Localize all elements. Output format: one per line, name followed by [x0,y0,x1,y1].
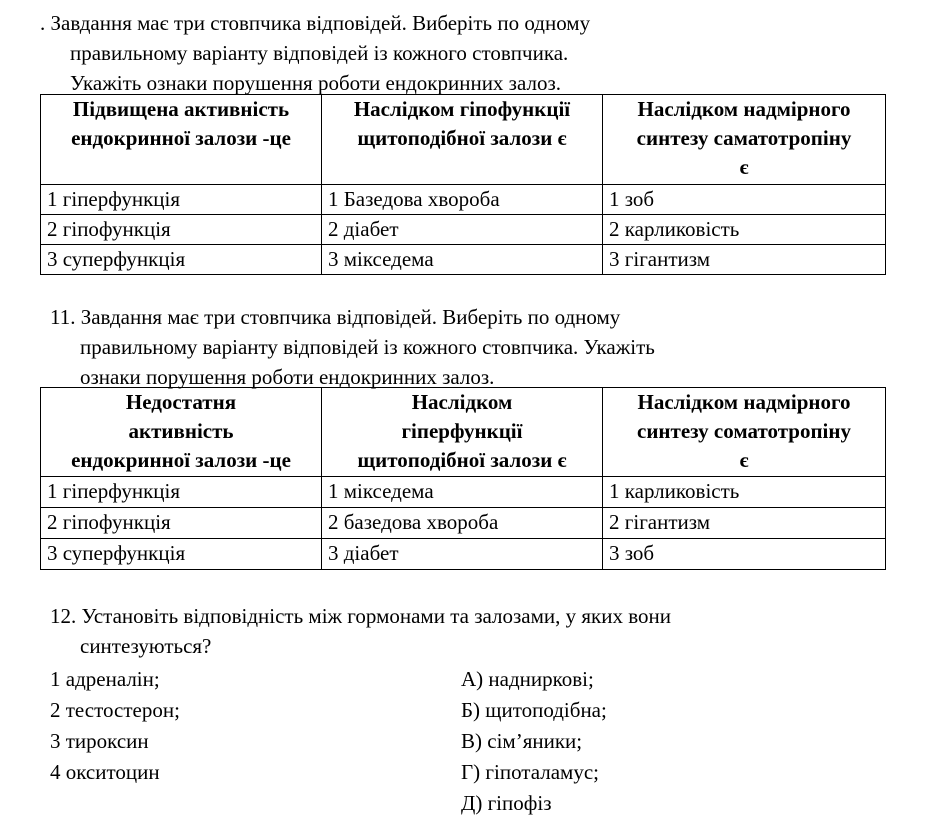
header-line: Недостатня [125,390,237,414]
header-line: ендокринної залози -це [71,126,291,150]
list-item: Б) щитоподібна; [461,698,607,722]
task-12-line-1: 12. Установіть відповідність між гормонами та залозами, у яких вони [50,604,671,628]
task-10-line-3: Укажіть ознаки порушення роботи ендокринних залоз. [70,71,562,95]
table-cell: 3 мікседема [322,245,603,275]
header-line: активність [128,419,234,443]
table-cell: 2 гіпофункція [41,508,322,539]
table-cell: 1 гіперфункція [41,185,322,215]
table-row [41,245,886,275]
list-item: 4 окситоцин [50,760,160,784]
task-11-line-3: ознаки порушення роботи ендокринних залоз. [80,365,495,389]
column-header [603,95,886,185]
task-10-prompt [40,8,590,98]
header-line: ендокринної залози -це [71,448,291,472]
table-cell: 2 базедова хвороба [322,508,603,539]
header-line: щитоподібної залози є [357,448,567,472]
list-item: А) надниркові; [461,667,594,691]
table-cell: 3 зоб [603,539,886,570]
table-cell: 1 Базедова хвороба [322,185,603,215]
header-line: синтезу соматотропіну [637,419,851,443]
table-cell: 2 карликовість [603,215,886,245]
header-line: Наслідком гіпофункції [353,97,571,121]
list-item: 3 тироксин [50,729,149,753]
column-header [322,388,603,477]
column-header [603,388,886,477]
header-line: гіперфункції [401,419,523,443]
gland-list [461,664,607,819]
table-row [41,539,886,570]
task-12-line-2: синтезуються? [80,634,212,658]
header-line: Підвищена активність [72,97,290,121]
header-line: Наслідком надмірного [637,97,851,121]
header-line: синтезу саматотропіну [636,126,852,150]
table-cell: 3 суперфункція [41,539,322,570]
list-item: В) сім’яники; [461,729,583,753]
header-line: щитоподібної залози є [357,126,567,150]
task-10-line-2: правильному варіанту відповідей із кожного стовпчика. [70,41,569,65]
table-row [41,508,886,539]
table-cell: 2 діабет [322,215,603,245]
header-line: Наслідком надмірного [637,390,851,414]
task-11-table [40,387,886,570]
list-item: Г) гіпоталамус; [461,760,599,784]
task-10-table [40,94,886,275]
list-item: 1 адреналін; [50,667,160,691]
task-11-line-1: 11. Завдання має три стовпчика відповідей. Виберіть по одному [50,305,621,329]
table-cell: 2 гігантизм [603,508,886,539]
header-line: Наслідком [411,390,513,414]
hormone-list [50,664,180,788]
table-cell: 2 гіпофункція [41,215,322,245]
column-header [41,388,322,477]
table-cell: 3 гігантизм [603,245,886,275]
task-10-line-1: . Завдання має три стовпчика відповідей. Виберіть по одному [40,11,591,35]
table-cell: 1 гіперфункція [41,477,322,508]
table-row [41,215,886,245]
task-11-prompt [50,302,655,392]
column-header [41,95,322,185]
table-cell: 3 діабет [322,539,603,570]
table-header-row [41,95,886,185]
task-12-prompt [50,601,671,661]
task-11-line-2: правильному варіанту відповідей із кожного стовпчика. Укажіть [80,335,655,359]
table-row [41,185,886,215]
table-cell: 1 мікседема [322,477,603,508]
table-header-row [41,388,886,477]
table-row [41,477,886,508]
table-cell: 1 карликовість [603,477,886,508]
column-header [322,95,603,185]
header-line: є [739,448,749,472]
list-item: 2 тестостерон; [50,698,180,722]
table-cell: 1 зоб [603,185,886,215]
table-cell: 3 суперфункція [41,245,322,275]
header-line: є [739,155,749,179]
list-item: Д) гіпофіз [461,791,552,815]
